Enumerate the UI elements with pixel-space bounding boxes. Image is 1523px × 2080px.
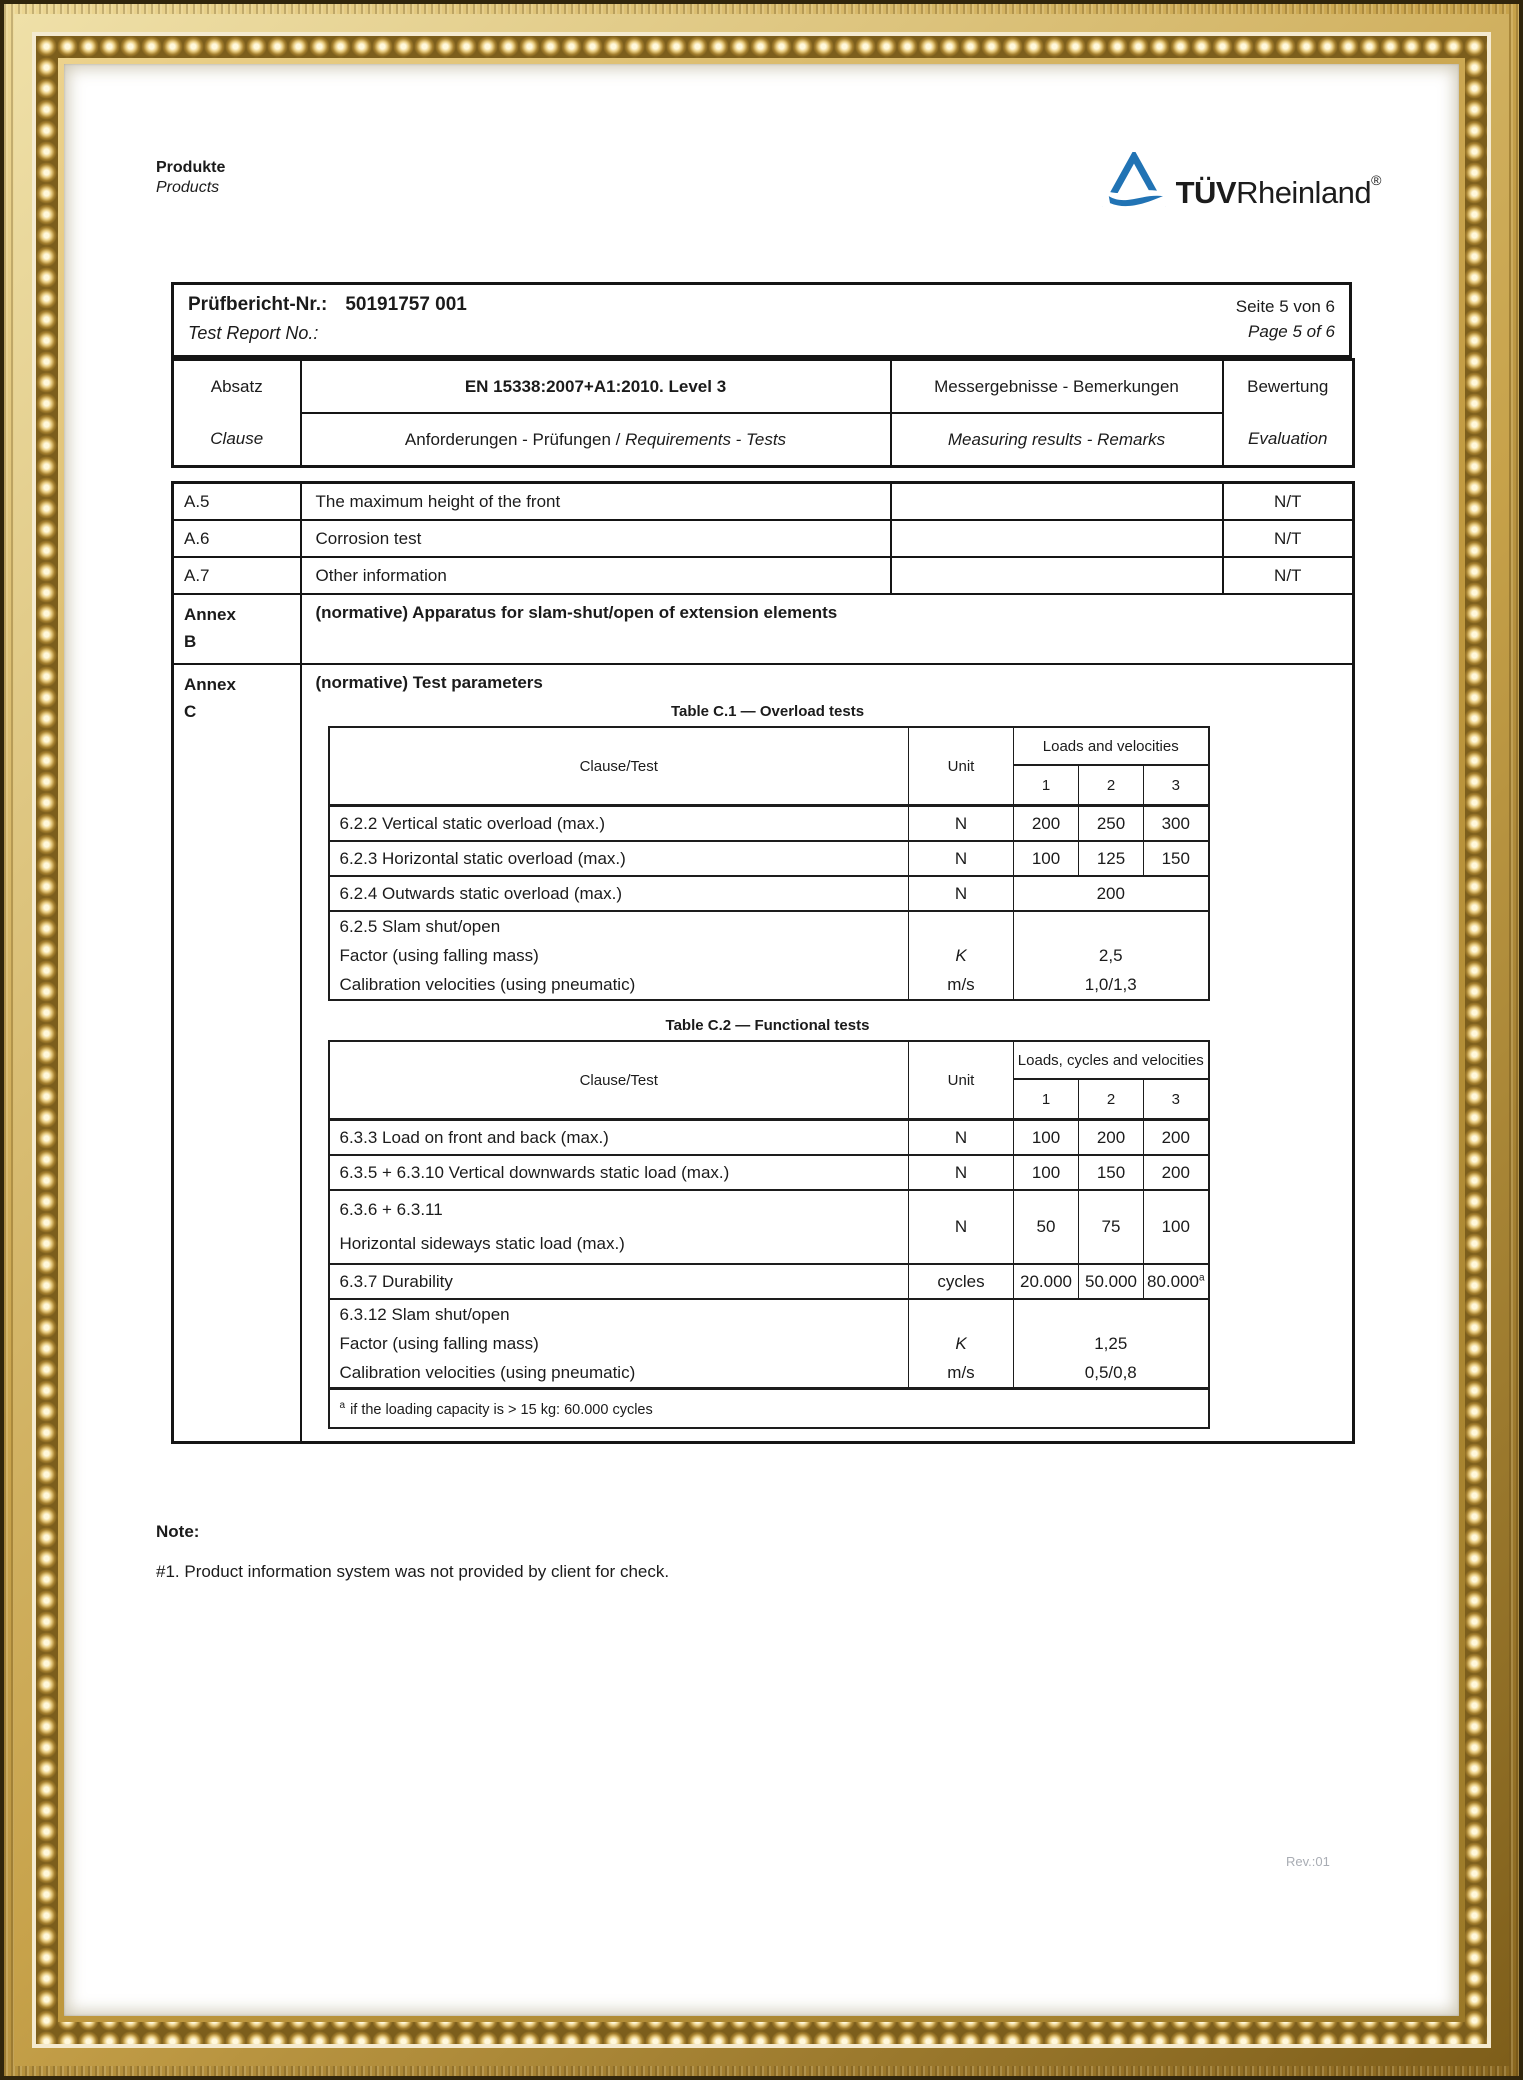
unit-cell: N: [909, 876, 1014, 911]
c2-head-unit: Unit: [909, 1041, 1014, 1120]
note-section: [156, 1522, 1459, 1582]
unit-cell: N: [909, 841, 1014, 876]
note-text: #1. Product information system was not provided by client for check.: [156, 1562, 670, 1581]
requirement-cell: The maximum height of the front: [301, 483, 891, 521]
clause-cell: A.7: [173, 557, 301, 594]
value-cell: 100: [1014, 841, 1079, 876]
result-cell: [891, 520, 1223, 557]
results-table: [171, 481, 1355, 1444]
value-cell: 125: [1079, 841, 1144, 876]
tuv-triangle-icon: [1102, 152, 1166, 210]
footnote-marker: a: [339, 1399, 346, 1411]
test-name-cell: 6.2.4 Outwards static overload (max.): [329, 876, 909, 911]
unit-cell: N: [909, 1155, 1014, 1190]
department-label: [156, 158, 225, 198]
table-row: [329, 806, 1209, 842]
document-header: [156, 152, 1427, 282]
registered-mark-icon: ®: [1371, 172, 1381, 188]
report-number-value: 50191757 001: [345, 294, 467, 315]
col-clause-en: Clause: [210, 429, 264, 448]
col-results-en: Measuring results - Remarks: [891, 413, 1223, 467]
products-label: Products: [156, 179, 220, 196]
c1-head-2: 2: [1079, 765, 1144, 806]
table-row: [173, 360, 1354, 414]
unit-cell: N: [909, 1190, 1014, 1264]
c2-head-group: Loads, cycles and velocities: [1014, 1041, 1209, 1079]
unit-cell: K m/s: [909, 911, 1014, 1000]
table-row: [173, 594, 1354, 664]
table-row: [173, 483, 1354, 521]
annex-c-title: (normative) Test parameters: [315, 673, 543, 692]
report-number-box: [171, 282, 1352, 358]
c1-head-1: 1: [1014, 765, 1079, 806]
value-cell: 200: [1079, 1120, 1144, 1156]
table-row: [329, 876, 1209, 911]
table-row: [173, 520, 1354, 557]
column-header-table: [171, 358, 1355, 468]
table-row: [329, 1190, 1209, 1264]
table-row: [329, 1041, 1209, 1079]
c2-head-3: 3: [1144, 1079, 1209, 1120]
result-cell: [891, 483, 1223, 521]
note-title: Note:: [156, 1522, 200, 1541]
table-row: [329, 1389, 1209, 1429]
report-number-block: [188, 294, 467, 346]
value-cell: 75: [1079, 1190, 1144, 1264]
value-cell: 250: [1079, 806, 1144, 842]
table-row: [329, 727, 1209, 765]
c1-head-group: Loads and velocities: [1014, 727, 1209, 765]
table-row: [173, 557, 1354, 594]
annex-b-title-cell: (normative) Apparatus for slam-shut/open of extension elements: [301, 594, 1354, 664]
table-row: [173, 413, 1354, 467]
evaluation-cell: N/T: [1223, 557, 1354, 594]
annex-c-content-cell: [301, 664, 1354, 1443]
c1-head-clause: Clause/Test: [329, 727, 909, 806]
value-cell: 100: [1014, 1155, 1079, 1190]
value-cell: 100: [1014, 1120, 1079, 1156]
unit-cell: N: [909, 806, 1014, 842]
c2-head-2: 2: [1079, 1079, 1144, 1120]
value-cell: 200: [1144, 1155, 1209, 1190]
report-number-line: [188, 294, 467, 316]
value-cell: 50.000: [1079, 1264, 1144, 1299]
value-span-cell: 200: [1014, 876, 1209, 911]
table-row: [329, 911, 1209, 1000]
test-name-cell: 6.3.3 Load on front and back (max.): [329, 1120, 909, 1156]
page-indicator: [1236, 294, 1335, 346]
report-number-label-en: Test Report No.:: [188, 323, 319, 343]
page-indicator-de: Seite 5 von 6: [1235, 297, 1335, 316]
clause-cell: A.6: [173, 520, 301, 557]
unit-cell: cycles: [909, 1264, 1014, 1299]
document-page: [64, 64, 1459, 2016]
table-row: [173, 664, 1354, 1443]
table-c1: [328, 726, 1210, 1001]
table-c2-footnote: $^a$ if the loading capacity is > 15 kg: 60.000 cycles: [329, 1389, 1209, 1429]
value-cell: 200: [1144, 1120, 1209, 1156]
value-cell: 20.000: [1014, 1264, 1079, 1299]
c1-head-3: 3: [1144, 765, 1209, 806]
test-name-cell: 6.3.6 + 6.3.11 Horizontal sideways static load (max.): [329, 1190, 909, 1264]
standard-header: EN 15338:2007+A1:2010. Level 3: [301, 360, 891, 414]
value-cell: 200: [1014, 806, 1079, 842]
table-row: [329, 1120, 1209, 1156]
test-name-cell: 6.2.5 Slam shut/open Factor (using falling mass) Calibration velocities (using pneumatic): [329, 911, 909, 1000]
table-c2: [328, 1040, 1210, 1429]
evaluation-cell: N/T: [1223, 483, 1354, 521]
evaluation-cell: N/T: [1223, 520, 1354, 557]
test-name-cell: 6.2.2 Vertical static overload (max.): [329, 806, 909, 842]
report-number-label-de: Prüfbericht-Nr.:: [188, 294, 328, 315]
table-row: [329, 1155, 1209, 1190]
value-cell: 150: [1144, 841, 1209, 876]
col-requirements-header: Anforderungen - Prüfungen / Requirements - Tests: [301, 413, 891, 467]
clause-cell: A.5: [173, 483, 301, 521]
unit-cell: N: [909, 1120, 1014, 1156]
tuv-rheinland-logo: [1102, 152, 1381, 221]
table-c2-title: Table C.2 — Functional tests: [665, 1017, 870, 1034]
annex-c-clause-cell: Annex C: [173, 664, 301, 1443]
test-name-cell: 6.3.12 Slam shut/open Factor (using falling mass) Calibration velocities (using pneumatic): [329, 1299, 909, 1389]
report-content: [64, 64, 1459, 1582]
col-evaluation-header: [1223, 360, 1354, 467]
result-cell: [891, 557, 1223, 594]
table-c1-title: Table C.1 — Overload tests: [670, 703, 865, 720]
col-evaluation-en: Evaluation: [1248, 429, 1328, 448]
col-clause-header: [173, 360, 301, 467]
footnote-marker: a: [1198, 1271, 1205, 1283]
table-row: [329, 1299, 1209, 1389]
value-span-cell: 1,25 0,5/0,8: [1014, 1299, 1209, 1389]
c2-head-clause: Clause/Test: [329, 1041, 909, 1120]
frame-bead-band: [36, 36, 1487, 2044]
value-cell: 150: [1079, 1155, 1144, 1190]
page-indicator-en: Page 5 of 6: [1248, 322, 1335, 341]
requirement-cell: Other information: [301, 557, 891, 594]
requirement-cell: Corrosion test: [301, 520, 891, 557]
value-cell: 50: [1014, 1190, 1079, 1264]
value-cell: 80.000$^a$: [1144, 1264, 1209, 1299]
annex-b-clause-cell: Annex B: [173, 594, 301, 664]
col-evaluation-de: Bewertung: [1247, 377, 1329, 396]
col-results-de: Messergebnisse - Bemerkungen: [891, 360, 1223, 414]
test-name-cell: 6.2.3 Horizontal static overload (max.): [329, 841, 909, 876]
produkte-label: Produkte: [156, 159, 226, 176]
table-row: [329, 1264, 1209, 1299]
col-clause-de: Absatz: [210, 377, 263, 396]
test-name-cell: 6.3.7 Durability: [329, 1264, 909, 1299]
test-name-cell: 6.3.5 + 6.3.10 Vertical downwards static load (max.): [329, 1155, 909, 1190]
value-cell: 300: [1144, 806, 1209, 842]
c2-head-1: 1: [1014, 1079, 1079, 1120]
value-span-cell: 2,5 1,0/1,3: [1014, 911, 1209, 1000]
logo-wordmark: [1176, 152, 1381, 221]
logo-rheinland: Rheinland: [1236, 175, 1372, 210]
c1-head-unit: Unit: [909, 727, 1014, 806]
unit-cell: K m/s: [909, 1299, 1014, 1389]
revision-label: Rev.:01: [1286, 1854, 1330, 1869]
logo-tuv: TÜV: [1175, 175, 1237, 210]
table-row: [329, 841, 1209, 876]
value-cell: 100: [1144, 1190, 1209, 1264]
